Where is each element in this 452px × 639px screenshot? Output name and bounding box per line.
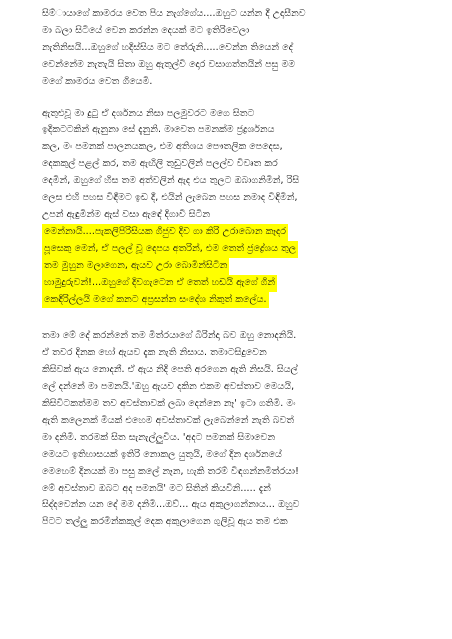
text-line: ඒ තවර දිනක හෝ ඇයව දැක නැති නිසාය. තමාටසිදුවෙන: [42, 347, 267, 359]
highlighted-line: [42, 258, 410, 275]
text-line: දෙමින්, ඔහුගේ හිස තම අත්වලින් ඇද එය තුලට ඔබාගනිමින්, රිසි: [42, 175, 300, 187]
paragraph-1: [42, 6, 410, 91]
text-line: නැතිනිසයි...ඔහුගේ හදිස්සිය මට තේරුනි.....වෙන්න තියෙන් දේ: [42, 41, 293, 53]
text-line: මේ අවස්තාව ඔබට අද පමනයි' මට සිතින් කියවිනි..... දැන්: [42, 482, 271, 494]
highlight-mark: පූසෙකු මෙන්, ඒ පලල් වූ දෙපය අතරින්, එම තෙත් ජ්‍රද්‍රේශය තුල: [42, 241, 298, 258]
text-line: ඇති කලෙනක් මියක් එහෙම අවස්තාවක් ලැබෙන්නේ නැති බවත්: [42, 414, 294, 426]
text-line: මෙයට ඉතිහාසයක් ඉතිරි නොකල යුතුයි, මගේ දින දර්ශනයේ: [42, 448, 282, 460]
text-line: ලෙස එහි පහස විඳීමට ඉඩ දී, එයින් ලැබෙන පහස නමාද විඳිමින්,: [42, 192, 298, 204]
text-line: මා බලා සිටියේ වෙන කරන්න දෙයක් මට ඉතිරිවෙලා: [42, 24, 250, 36]
highlighted-line: [42, 275, 410, 292]
text-line: කිසිවක් ඇය නොදනී. ඒ ඇය නිදි පෙති අරගෙන ඇති නිසයි. සියල්: [42, 364, 298, 376]
text-line: වෙන්නේම නැතැයි සිතා ඔහු ඇතුල්වී දොර වසාගත්තයින් පසු මම: [42, 58, 296, 70]
text-line: මගේ කාමරය වෙත ගියෙමි.: [42, 75, 153, 87]
text-line: මෙහෙම් දිනයක් මා පසු කලේ නෑන, හැකි තරම් විඳගන්නමිත්රයා!: [42, 465, 299, 477]
highlight-mark: හාමුදුරුවන්!...ඔහුගේ දිවගැටෙන ඒ තෙත් හඩයි ඇගේ ගින්: [42, 275, 277, 292]
text-line: උපන් ඇඳුමින්ම ඇස් වසා ඇඳේ දිගාවී සිටින: [42, 208, 211, 220]
highlight-mark: තම මුහුන මලාගෙන, ඇයව උරා බොමින්සිටින: [42, 258, 229, 275]
highlighted-line: [42, 224, 410, 241]
paragraph-2: [42, 106, 410, 309]
text-line: සිද්දවෙන්න යන දේ මම දනිමි...ඔව්... ඇය අකුලාගන්නාය... ඔහුව: [42, 499, 300, 511]
text-line: ඇතුළුවූ මා දුටු ඒ දර්ශනය නිසා පලමුවරට මගෙ සිතට: [42, 107, 255, 119]
text-line: ඉදිකටටකින් ඇනුනා සේ දැනුනි. මාවෙත පමනක්ම ජ්‍රද්‍රර්ශනය: [42, 124, 275, 136]
highlight-mark: මෙන්නායි....පැකලිපිරිසියක ගිජුව දිව ගා කිරි උරාබොන කෑදර: [42, 224, 288, 241]
highlight-mark: කෙඳිරිල්ලයි මගේ කනට අප්‍රසන්න සංදේශ නිකුත් කලේය.: [42, 292, 269, 309]
text-line: කල, මං පමනක් පාලනයකල, එම අතිශය පෞතලික පෙදෙස,: [42, 141, 283, 153]
text-line: තමා මේ දේ කරන්නේ තම මිත්රයාගේ බිරින්දා බව ඔහු නොදනියි.: [42, 330, 297, 342]
text-line: පිටට තල්ලු කරමින්කකුල් දෙක අකුලාගෙන ගුලිවූ ඇය තම එක: [42, 516, 288, 528]
text-line: කිසිවිටකත්මම තව අවස්තාවක් ලබා දෙන්නෙ නෑ' ඉටා ගතිමි. මං: [42, 398, 296, 410]
text-line: ලේ දන්නේ මා පමනයි.'ඔහු ඇයව දකින එකම අවස්තාව මෙයයි,: [42, 381, 295, 393]
paragraph-3: [42, 328, 410, 531]
highlighted-line: [42, 292, 410, 309]
paragraph-spacer: [42, 308, 410, 328]
paragraph-spacer: [42, 91, 410, 106]
text-line: දෙකකුල් පළල් කර, තම ඇඟිලි තුඩුවලින් පලල්ව විවෘත කර: [42, 158, 278, 170]
text-line: සිම්‍ායාගේ කාමරය වෙත පිය නැග්ගේය....ඔහුට යන්න දී උදාසීනව: [42, 8, 306, 19]
highlighted-line: [42, 241, 410, 258]
text-line: මා දනිමි. තරමක් සිත සැනැල්ලුවිය. 'අදට පමනක් සිමාවෙන: [42, 431, 276, 443]
